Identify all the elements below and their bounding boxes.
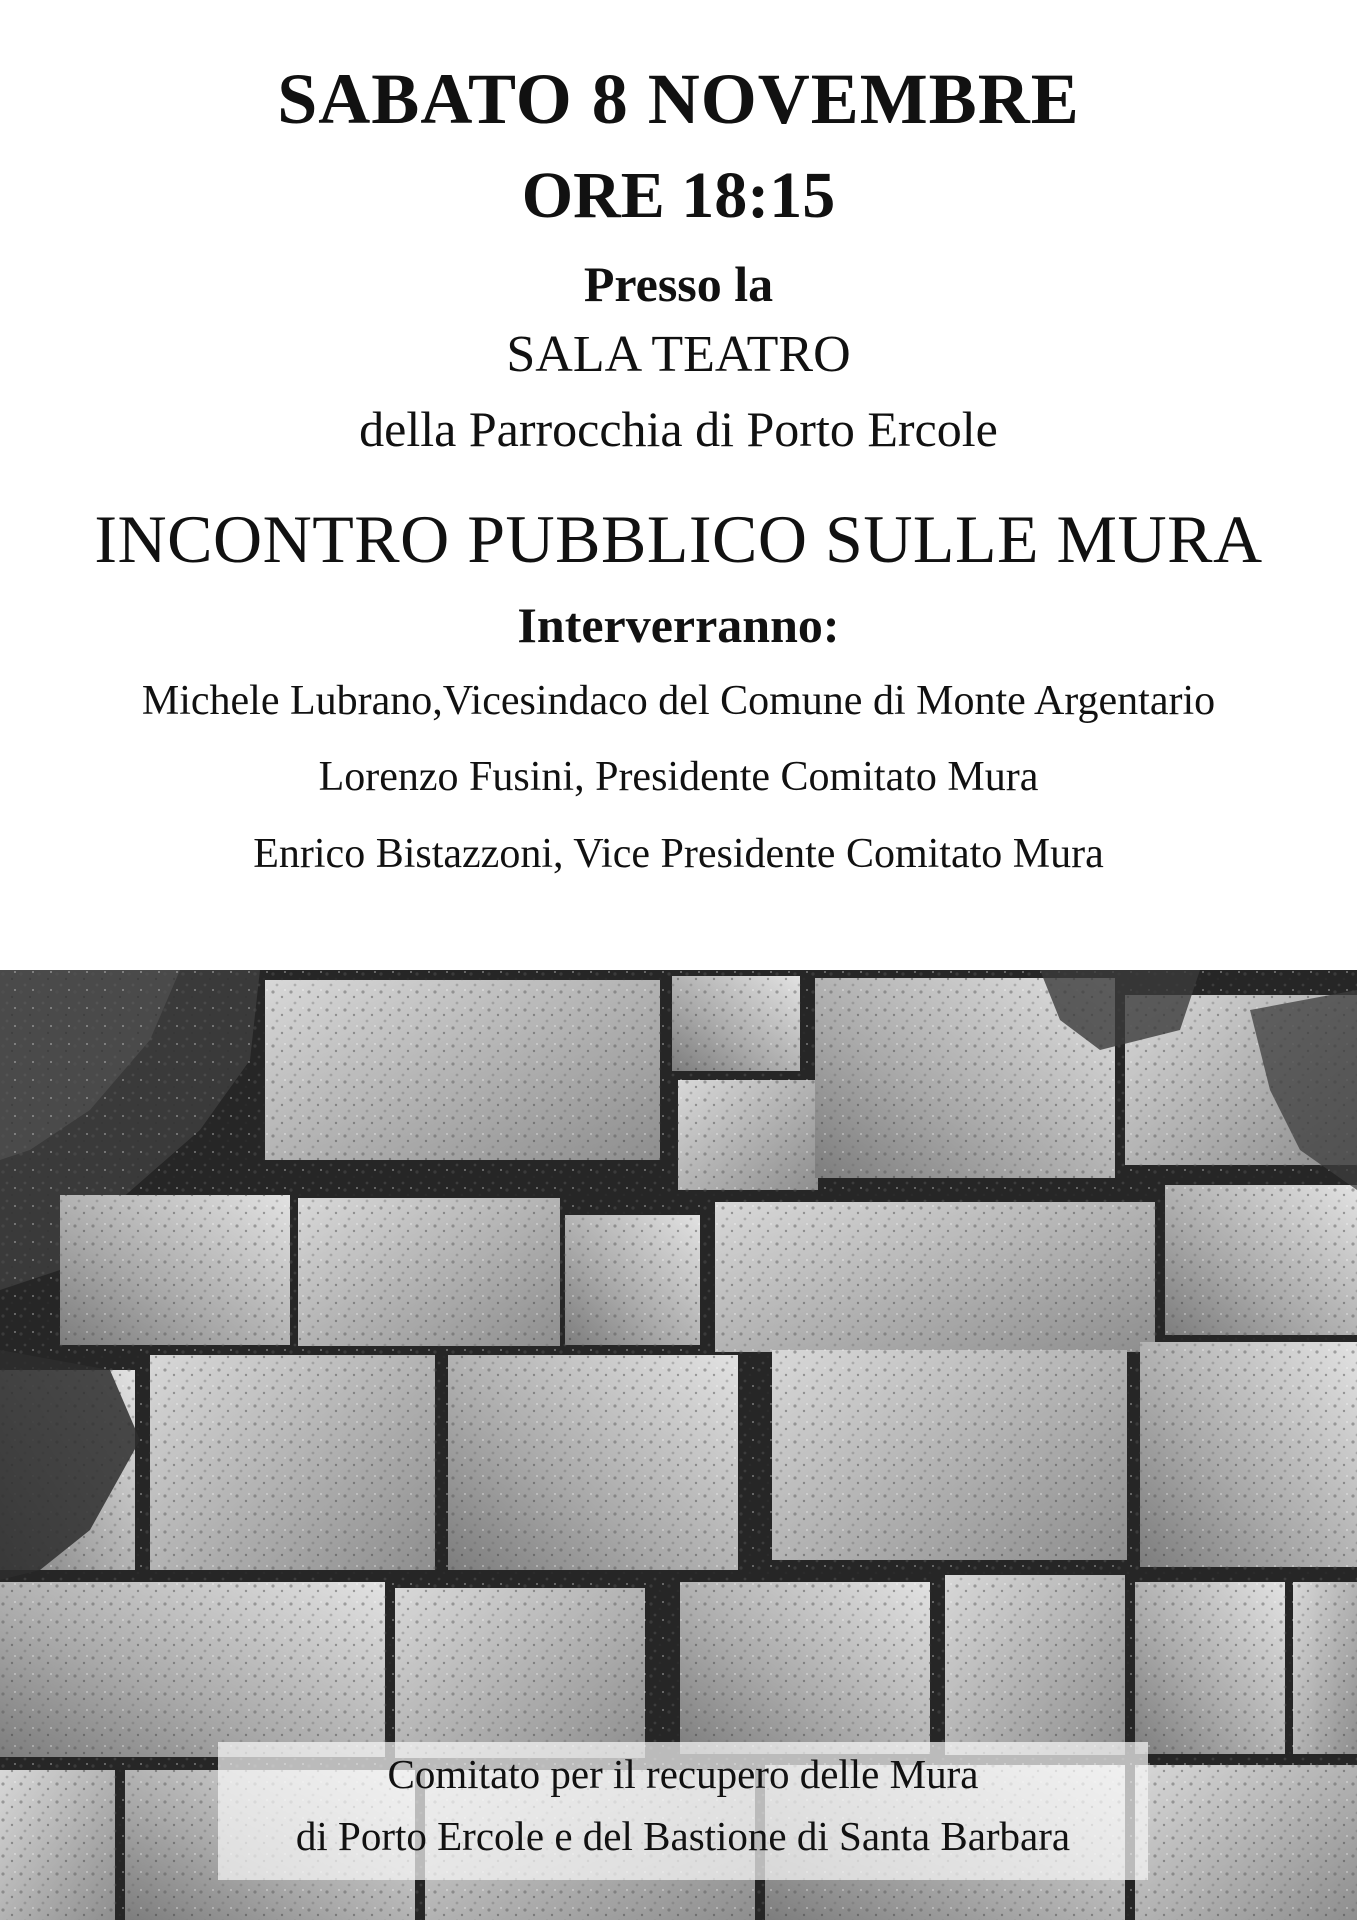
venue-intro: Presso la <box>583 256 774 312</box>
footer-committee-line2: di Porto Ercole e del Bastione di Santa Barbara <box>295 1813 1071 1859</box>
event-title: INCONTRO PUBBLICO SULLE MURA <box>94 501 1263 577</box>
venue-name: SALA TEATRO <box>506 326 851 383</box>
speaker-item: Lorenzo Fusini, Presidente Comitato Mura <box>318 754 1039 800</box>
event-time: ORE 18:15 <box>521 159 836 232</box>
event-date: SABATO 8 NOVEMBRE <box>277 59 1080 139</box>
venue-parish: della Parrocchia di Porto Ercole <box>359 401 998 457</box>
speaker-item: Enrico Bistazzoni, Vice Presidente Comitato Mura <box>253 831 1104 877</box>
footer-committee-line1: Comitato per il recupero delle Mura <box>387 1751 979 1797</box>
speakers-intro: Interverranno: <box>517 597 840 653</box>
speaker-item: Michele Lubrano,Vicesindaco del Comune di Monte Argentario <box>141 678 1216 724</box>
